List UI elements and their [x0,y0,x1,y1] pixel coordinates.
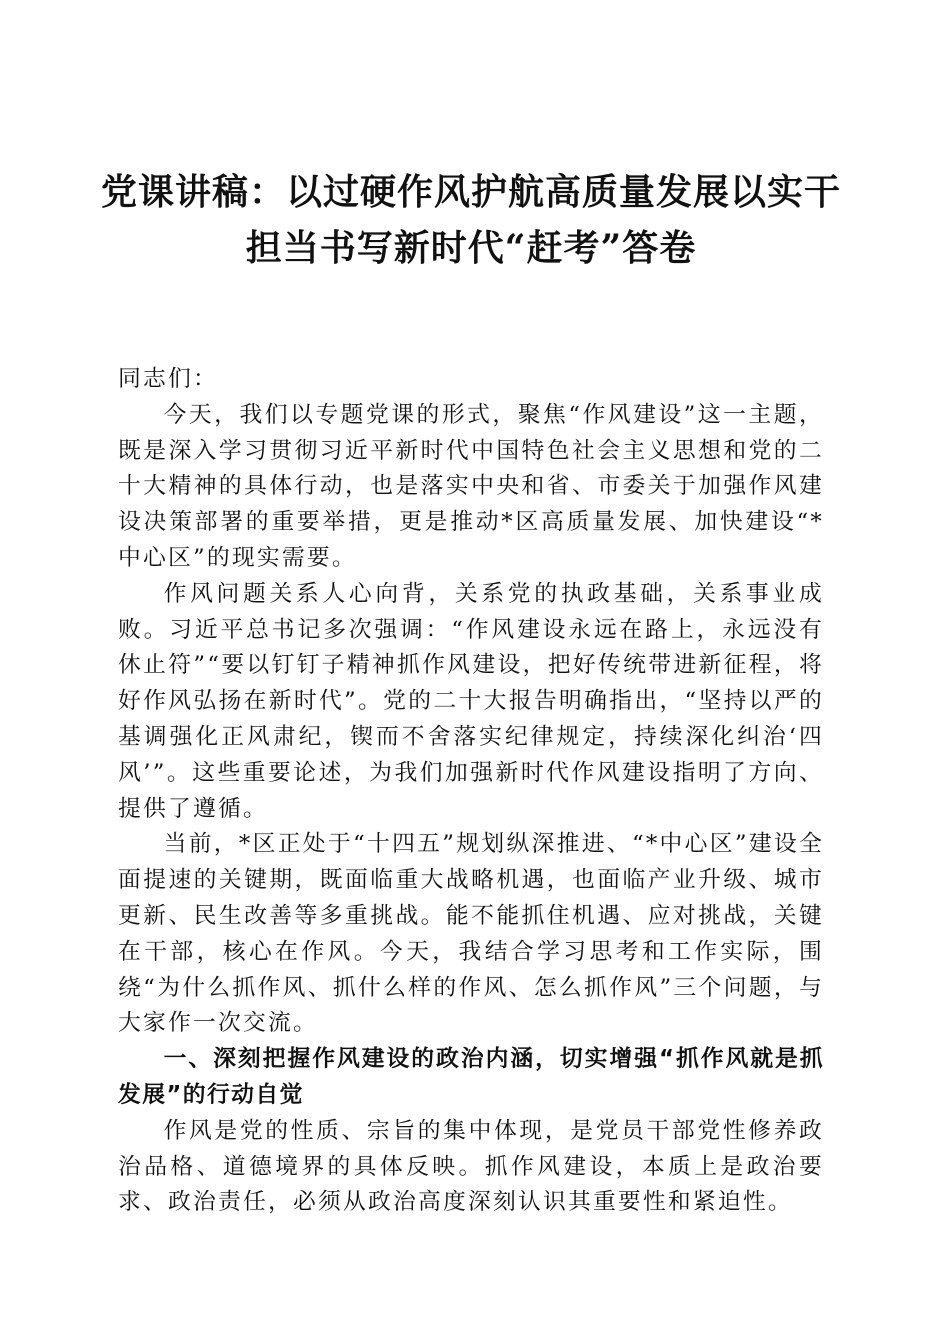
paragraph-2: 作风问题关系人心向背，关系党的执政基础，关系事业成败。习近平总书记多次强调：“作风建设永远在路上，永远没有休止符”“要以钉钉子精神抓作风建设，把好传统带进新征程，将好作风弘扬在新时代”。党的二十大报告明确指出，“坚持以严的基调强化正风肃纪，锲而不舍落实纪律规定，持续深化纠治‘四风’”。这些重要论述，为我们加强新时代作风建设指明了方向、提供了遵循。 [118,580,824,822]
paragraph-1: 今天，我们以专题党课的形式，聚焦“作风建设”这一主题，既是深入学习贯彻习近平新时代中国特色社会主义思想和党的二十大精神的具体行动，也是落实中央和省、市委关于加强作风建设决策部署的重要举措，更是推动*区高质量发展、加快建设“*中心区”的现实需要。 [118,401,824,571]
document-title [96,164,846,276]
section-1-paragraph: 作风是党的性质、宗旨的集中体现，是党员干部党性修养政治品格、道德境界的具体反映。抓作风建设，本质上是政治要求、政治责任，必须从政治高度深刻认识其重要性和紧迫性。 [118,1117,824,1216]
title-line-2: 担当书写新时代“赶考”答卷 [245,227,697,269]
salutation: 同志们： [118,366,218,392]
section-heading-1: 一、深刻把握作风建设的政治内涵，切实增强“抓作风就是抓发展”的行动自觉 [118,1046,824,1108]
title-line-1: 党课讲稿：以过硬作风护航高质量发展以实干 [100,171,841,213]
document-page [100,164,841,1221]
document-body [118,362,824,1221]
paragraph-3: 当前，*区正处于“十四五”规划纵深推进、“*中心区”建设全面提速的关键期，既面临重大战略机遇，也面临产业升级、城市更新、民生改善等多重挑战。能不能抓住机遇、应对挑战，关键在干部，核心在作风。今天，我结合学习思考和工作实际，围绕“为什么抓作风、抓什么样的作风、怎么抓作风”三个问题，与大家作一次交流。 [118,831,824,1037]
